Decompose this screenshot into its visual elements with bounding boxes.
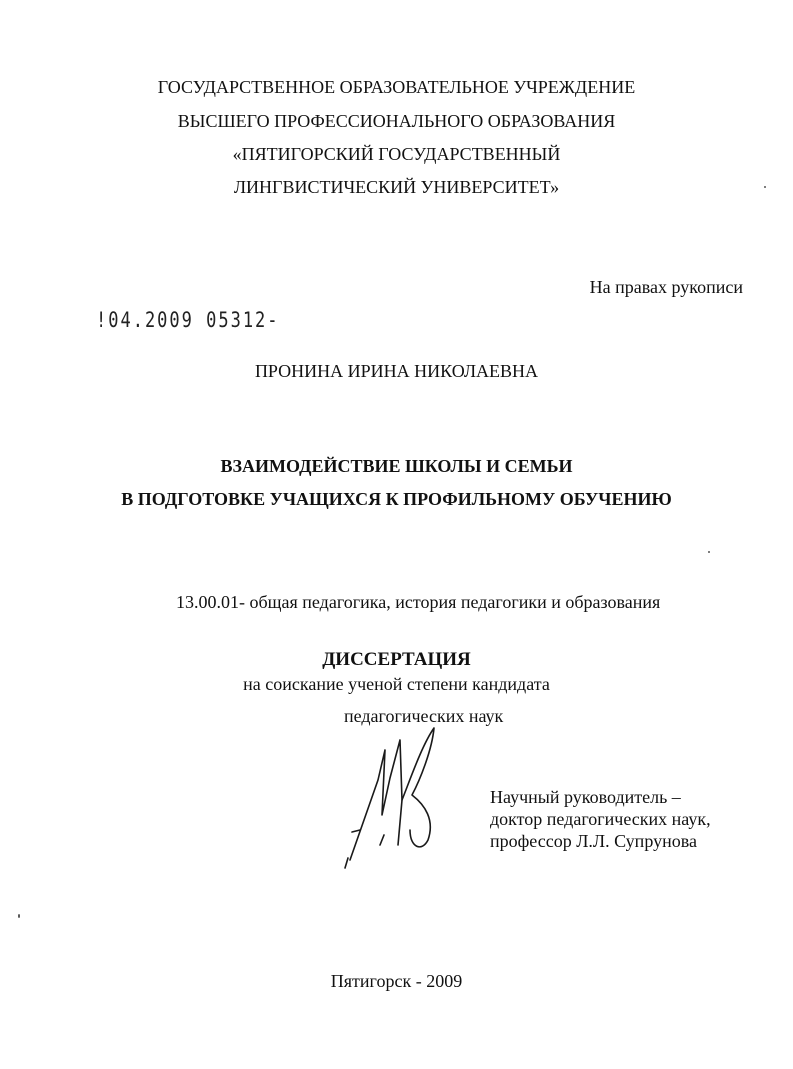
manuscript-note: На правах рукописи [589,277,743,297]
city-year: Пятигорск - 2009 [330,971,463,991]
signature-image [340,720,450,870]
author-name: ПРОНИНА ИРИНА НИКОЛАЕВНА [254,361,539,381]
title-line-2: В ПОДГОТОВКЕ УЧАЩИХСЯ К ПРОФИЛЬНОМУ ОБУЧЕНИЮ [121,489,672,509]
supervisor-line-1: Научный руководитель – [490,787,681,807]
specialty-code: 13.00.01- общая педагогика, история педагогики и образования [176,592,661,612]
institution-line-1: ГОСУДАРСТВЕННОЕ ОБРАЗОВАТЕЛЬНОЕ УЧРЕЖДЕНИЕ [157,77,636,97]
institution-line-3: «ПЯТИГОРСКИЙ ГОСУДАРСТВЕННЫЙ [232,144,561,164]
scan-speck [708,551,710,553]
dissertation-heading: ДИССЕРТАЦИЯ [322,649,471,670]
institution-line-2: ВЫСШЕГО ПРОФЕССИОНАЛЬНОГО ОБРАЗОВАНИЯ [177,111,616,131]
registration-stamp: !04.2009 05312- [96,308,280,333]
title-line-1: ВЗАИМОДЕЙСТВИЕ ШКОЛЫ И СЕМЬИ [220,456,573,476]
degree-line-2: педагогических наук [344,706,504,726]
institution-line-4: ЛИНГВИСТИЧЕСКИЙ УНИВЕРСИТЕТ» [233,177,560,197]
supervisor-line-3: профессор Л.Л. Супрунова [490,831,697,851]
degree-line-1: на соискание ученой степени кандидата [243,674,550,694]
supervisor-line-2: доктор педагогических наук, [490,809,711,829]
scan-speck [18,914,20,918]
scan-speck [764,186,766,188]
